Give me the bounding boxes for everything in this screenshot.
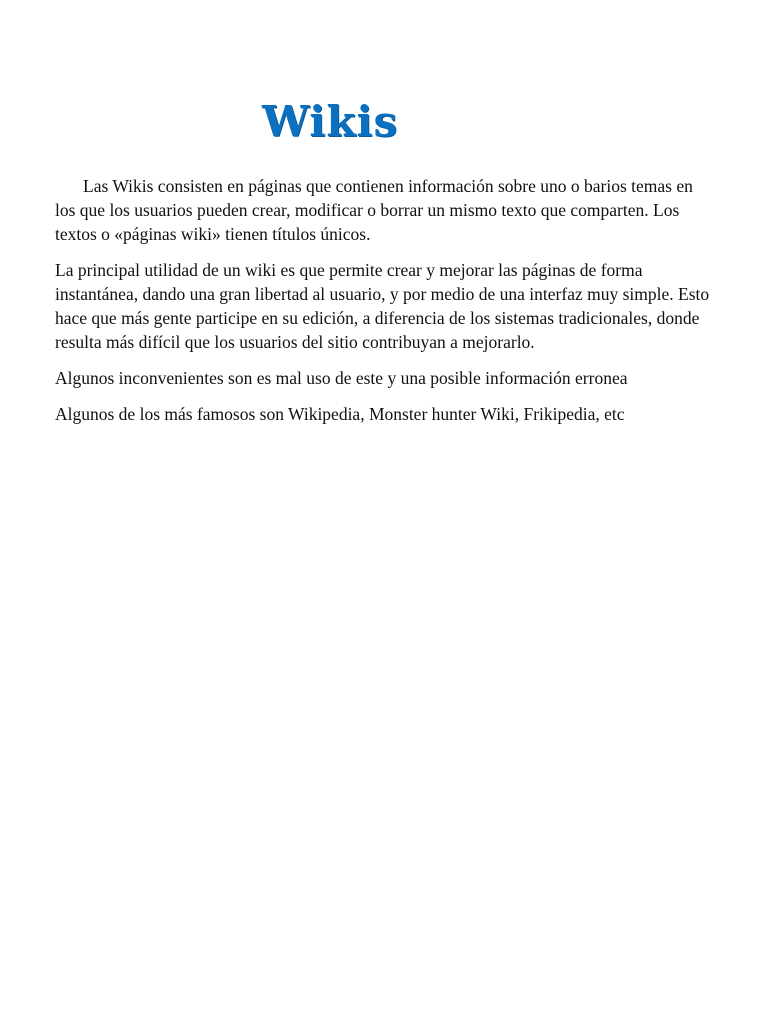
paragraph-utility: La principal utilidad de un wiki es que permite crear y mejorar las páginas de forma instantánea, dando una gran libertad al usuario, y por medio de una interfaz muy simple. Esto hace que más gente participe en su edición, a diferencia de los sistemas tradicionales, donde resulta más difícil que los usuarios del sitio contribuyan a mejorarlo.	[55, 260, 710, 352]
paragraph-drawbacks: Algunos inconvenientes son es mal uso de este y una posible información erronea	[55, 368, 628, 388]
document-body	[55, 174, 715, 438]
paragraph-intro: Las Wikis consisten en páginas que contienen información sobre uno o barios temas en los que los usuarios pueden crear, modificar o borrar un mismo texto que comparten. Los textos o «páginas wiki» tienen títulos únicos.	[55, 176, 693, 244]
paragraph-examples: Algunos de los más famosos son Wikipedia, Monster hunter Wiki, Frikipedia, etc	[55, 404, 625, 424]
document-title: Wikis	[262, 97, 399, 146]
